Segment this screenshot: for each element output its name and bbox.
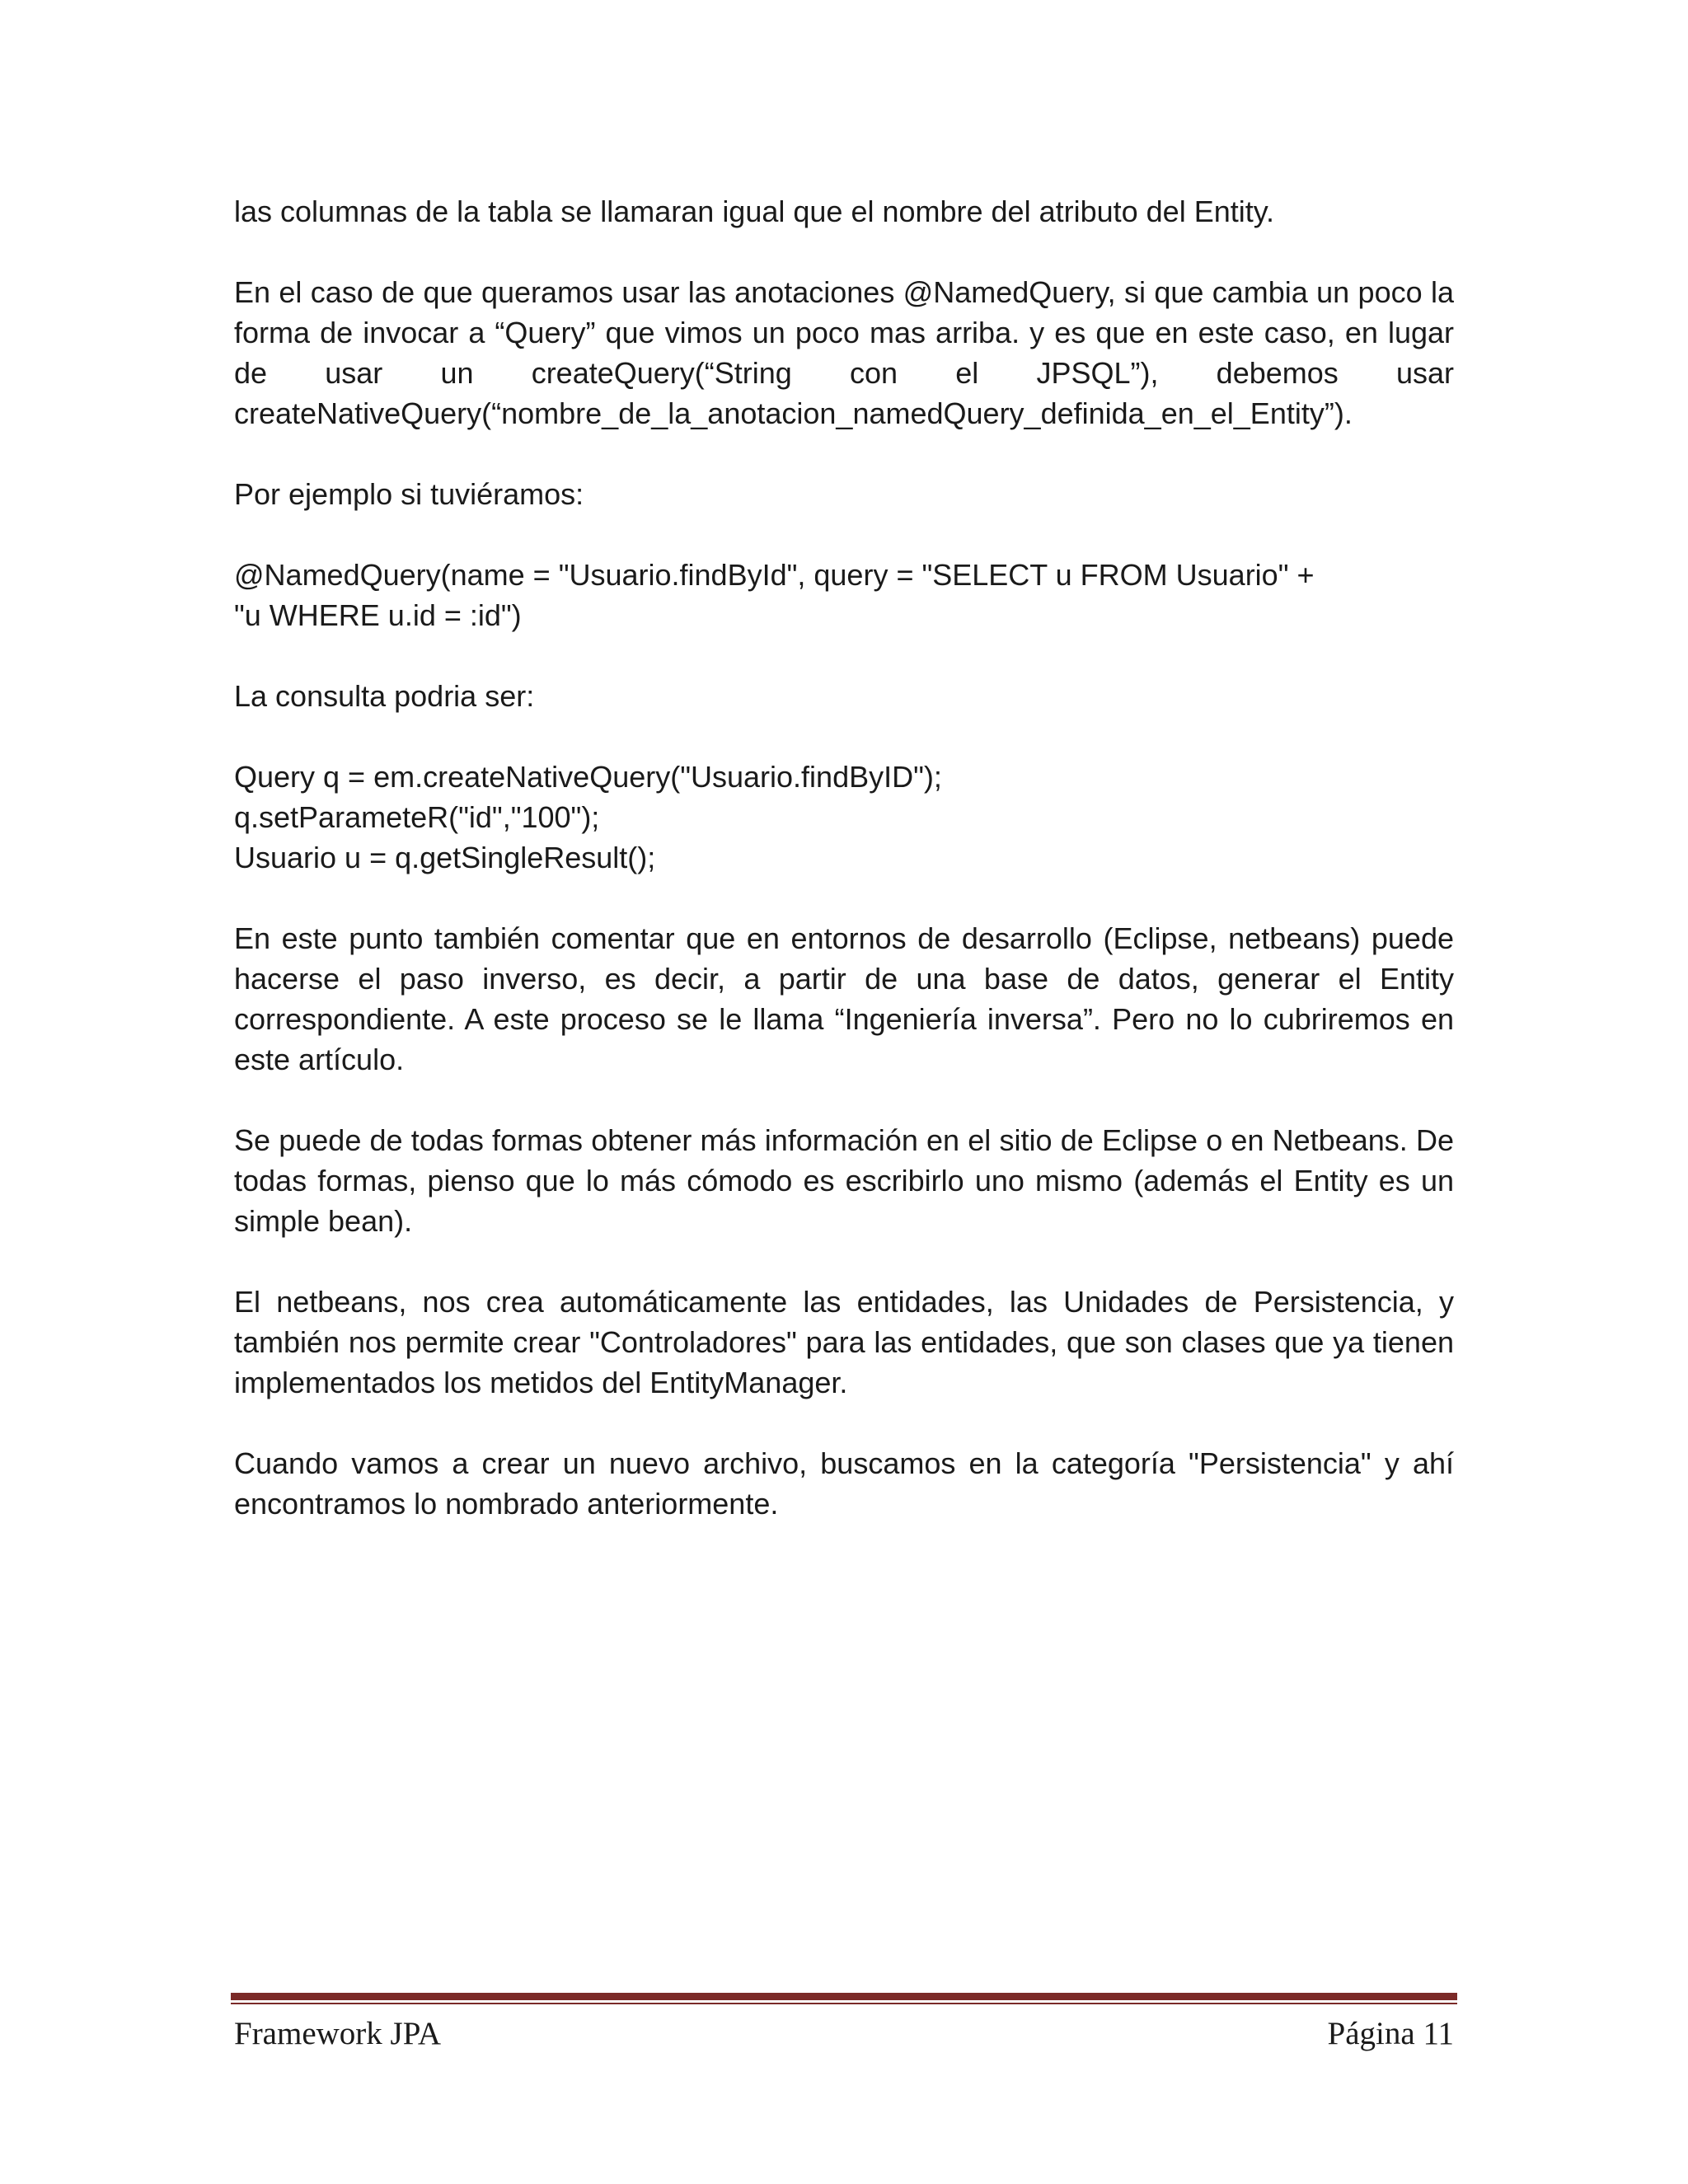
paragraph-query-intro: La consulta podria ser: bbox=[234, 679, 535, 713]
code-line: Query q = em.createNativeQuery("Usuario.findByID"); bbox=[234, 760, 942, 794]
code-line: q.setParameteR("id","100"); bbox=[234, 800, 600, 834]
code-block-native-query bbox=[234, 757, 1454, 878]
footer-rule-thick bbox=[231, 1993, 1457, 2000]
page-footer bbox=[231, 1993, 1457, 2054]
paragraph-netbeans: El netbeans, nos crea automáticamente las entidades, las Unidades de Persistencia, y también nos permite crear "Controladores" para las entidades, que son clases que ya tienen implementados los metidos del EntityManager. bbox=[234, 1285, 1454, 1399]
paragraph-example-intro: Por ejemplo si tuviéramos: bbox=[234, 477, 584, 511]
paragraph-more-info: Se puede de todas formas obtener más información en el sitio de Eclipse o en Netbeans. De todas formas, pienso que lo más cómodo es escribirlo uno mismo (además el Entity es un simple bean). bbox=[234, 1123, 1454, 1238]
paragraph-namedquery-intro: En el caso de que queramos usar las anotaciones @NamedQuery, si que cambia un poco la forma de invocar a “Query” que vimos un poco mas arriba. y es que en este caso, en lugar de usar un createQuery(“String con el JPSQL”), debemos usar createNativeQuery(“nombre_de_la_anotacion_namedQuery_definida_en_el_Entity”). bbox=[234, 275, 1454, 430]
code-line: "u WHERE u.id = :id") bbox=[234, 598, 522, 632]
page-body bbox=[234, 191, 1454, 1564]
paragraph-entity-columns: las columnas de la tabla se llamaran igual que el nombre del atributo del Entity. bbox=[234, 194, 1275, 228]
page-number: Página 11 bbox=[1327, 2016, 1454, 2051]
footer-rule-thin bbox=[231, 2003, 1457, 2004]
footer-row bbox=[231, 2014, 1457, 2054]
paragraph-new-file: Cuando vamos a crear un nuevo archivo, buscamos en la categoría "Persistencia" y ahí encontramos lo nombrado anteriormente. bbox=[234, 1446, 1454, 1521]
code-line: Usuario u = q.getSingleResult(); bbox=[234, 841, 656, 874]
code-block-namedquery bbox=[234, 555, 1454, 635]
paragraph-reverse-engineering: En este punto también comentar que en entornos de desarrollo (Eclipse, netbeans) puede hacerse el paso inverso, es decir, a partir de una base de datos, generar el Entity correspondiente. A este proceso se le llama “Ingeniería inversa”. Pero no lo cubriremos en este artículo. bbox=[234, 921, 1454, 1076]
footer-title: Framework JPA bbox=[234, 2016, 441, 2051]
code-line: @NamedQuery(name = "Usuario.findById", query = "SELECT u FROM Usuario" + bbox=[234, 558, 1315, 592]
